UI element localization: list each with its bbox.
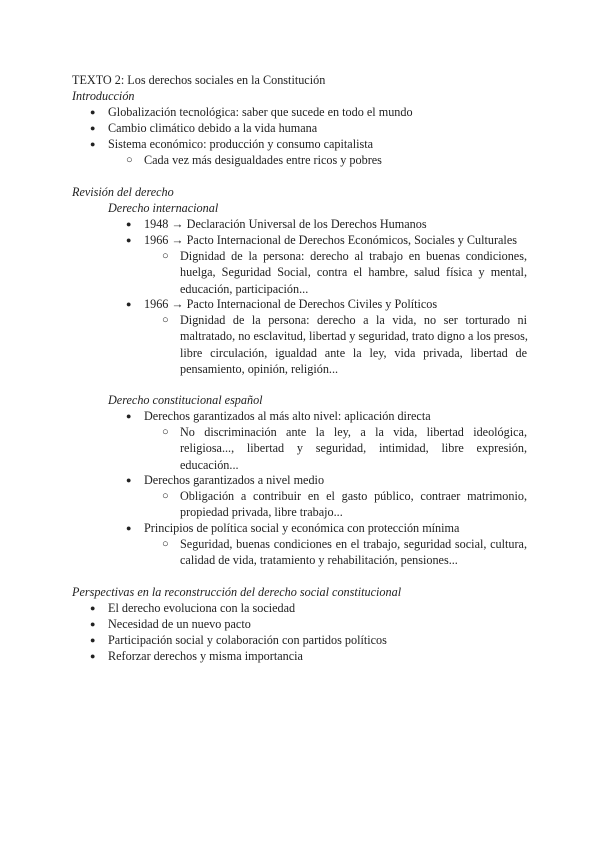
bullet-icon: ●	[126, 411, 132, 421]
internacional-item-1948: 1948 → Declaración Universal de los Derechos Humanos	[144, 217, 427, 231]
intro-item: Sistema económico: producción y consumo capitalista	[108, 137, 374, 151]
internacional-item-1966b-detail: Dignidad de la persona: derecho a la vida, no ser torturado ni maltratado, no esclavitud, libertad y seguridad, trato digno a los presos, libre circulación, igualdad ante la ley, vida privada, libertad de pensamiento, opinión, religión...	[180, 313, 528, 376]
constitucional-heading: Derecho constitucional español	[108, 393, 263, 407]
circle-bullet-icon: ○	[162, 426, 169, 438]
bullet-icon: ●	[90, 123, 96, 133]
bullet-icon: ●	[90, 619, 96, 629]
bullet-icon: ●	[90, 651, 96, 661]
constitucional-item-1: Derechos garantizados al más alto nivel: aplicación directa	[144, 409, 431, 423]
internacional-heading: Derecho internacional	[108, 201, 219, 215]
internacional-item-1966a: 1966 → Pacto Internacional de Derechos Económicos, Sociales y Culturales	[144, 233, 517, 247]
bullet-icon: ●	[126, 475, 132, 485]
constitucional-item-3: Principios de política social y económica con protección mínima	[144, 521, 460, 535]
revision-heading: Revisión del derecho	[72, 185, 174, 199]
constitucional-item-3-detail: Seguridad, buenas condiciones en el trabajo, seguridad social, cultura, calidad de vida, tratamiento y rehabilitación, pensiones...	[180, 537, 527, 568]
internacional-item-1966b: 1966 → Pacto Internacional de Derechos Civiles y Políticos	[144, 297, 438, 311]
bullet-icon: ●	[126, 235, 132, 245]
bullet-icon: ●	[90, 107, 96, 117]
circle-bullet-icon: ○	[162, 314, 169, 326]
constitucional-item-1-detail: No discriminación ante la ley, a la vida, libertad ideológica, religiosa..., libertad y seguridad, intimidad, libre expresión, educación...	[180, 425, 527, 472]
perspectivas-item: Reforzar derechos y misma importancia	[108, 649, 303, 663]
circle-bullet-icon: ○	[162, 538, 169, 550]
bullet-icon: ●	[90, 603, 96, 613]
document-title: TEXTO 2: Los derechos sociales en la Constitución	[72, 73, 326, 87]
internacional-item-1966a-detail: Dignidad de la persona: derecho al trabajo en buenas condiciones, huelga, Seguridad Social, contra el hambre, salud física y mental, educación, participación...	[180, 249, 527, 296]
perspectivas-item: Necesidad de un nuevo pacto	[108, 617, 251, 631]
bullet-icon: ●	[90, 139, 96, 149]
constitucional-item-2: Derechos garantizados a nivel medio	[144, 473, 325, 487]
perspectivas-item: El derecho evoluciona con la sociedad	[108, 601, 296, 615]
circle-bullet-icon: ○	[126, 154, 133, 166]
bullet-icon: ●	[90, 635, 96, 645]
circle-bullet-icon: ○	[162, 490, 169, 502]
perspectivas-item: Participación social y colaboración con partidos políticos	[108, 633, 387, 647]
bullet-icon: ●	[126, 523, 132, 533]
bullet-icon: ●	[126, 219, 132, 229]
perspectivas-heading: Perspectivas en la reconstrucción del derecho social constitucional	[72, 585, 402, 599]
intro-item: Globalización tecnológica: saber que sucede en todo el mundo	[108, 105, 413, 119]
circle-bullet-icon: ○	[162, 250, 169, 262]
intro-item: Cambio climático debido a la vida humana	[108, 121, 318, 135]
intro-sub-item: Cada vez más desigualdades entre ricos y pobres	[144, 153, 382, 167]
bullet-icon: ●	[126, 299, 132, 309]
intro-heading: Introducción	[72, 89, 135, 103]
constitucional-item-2-detail: Obligación a contribuir en el gasto público, contraer matrimonio, propiedad privada, libre trabajo...	[180, 489, 527, 520]
